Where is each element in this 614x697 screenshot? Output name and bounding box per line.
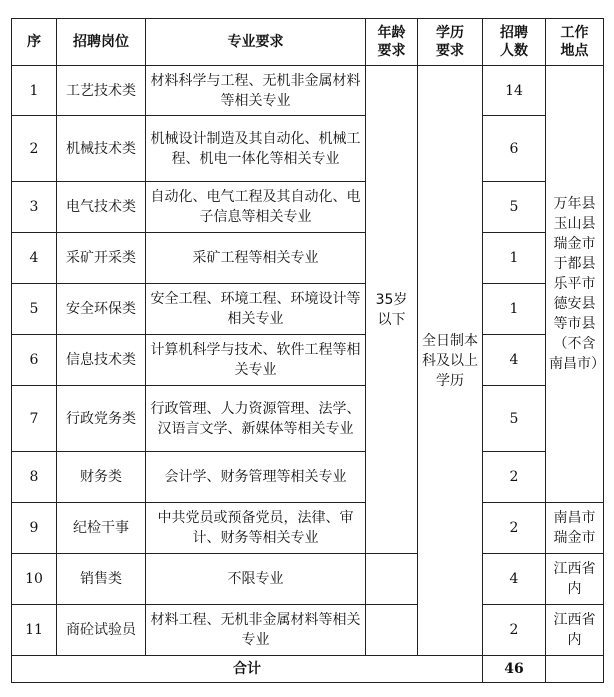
row-major: 安全工程、环境工程、环境设计等相关专业 [146, 284, 366, 335]
row-count: 5 [483, 386, 546, 452]
row-index: 3 [12, 182, 57, 233]
work-location-row-10: 江西省内 [546, 554, 604, 605]
total-location-empty [546, 656, 604, 683]
row-major: 采矿工程等相关专业 [146, 233, 366, 284]
header-count: 招聘 人数 [483, 19, 546, 66]
row-count: 1 [483, 284, 546, 335]
row-index: 4 [12, 233, 57, 284]
row-major: 不限专业 [146, 554, 366, 605]
age-requirement: 35岁以下 [366, 66, 418, 554]
row-count: 4 [483, 335, 546, 386]
row-index: 9 [12, 503, 57, 554]
table-row [12, 386, 604, 452]
row-major: 计算机科学与技术、软件工程等相关专业 [146, 335, 366, 386]
row-count: 1 [483, 233, 546, 284]
work-location-row-11: 江西省内 [546, 605, 604, 656]
row-position: 信息技术类 [57, 335, 146, 386]
row-index: 11 [12, 605, 57, 656]
table-row [12, 182, 604, 233]
row-index: 5 [12, 284, 57, 335]
table-row [12, 554, 604, 605]
row-major: 中共党员或预备党员，法律、审计、财务等相关专业 [146, 503, 366, 554]
row-position: 商砼试验员 [57, 605, 146, 656]
total-row [12, 656, 604, 683]
row-index: 1 [12, 66, 57, 116]
header-location: 工作 地点 [546, 19, 604, 66]
row-count: 2 [483, 605, 546, 656]
row-count: 14 [483, 66, 546, 116]
row-major: 材料科学与工程、无机非金属材料等相关专业 [146, 66, 366, 116]
row-position: 安全环保类 [57, 284, 146, 335]
table-row [12, 66, 604, 116]
row-index: 2 [12, 116, 57, 182]
row-count: 4 [483, 554, 546, 605]
total-label: 合计 [12, 656, 483, 683]
header-age: 年龄 要求 [366, 19, 418, 66]
row-count: 6 [483, 116, 546, 182]
table-row [12, 116, 604, 182]
row-position: 财务类 [57, 452, 146, 503]
row-position: 采矿开采类 [57, 233, 146, 284]
table-row [12, 605, 604, 656]
header-row [12, 19, 604, 66]
recruitment-table [11, 18, 604, 683]
header-major: 专业要求 [146, 19, 366, 66]
row-major: 行政管理、人力资源管理、法学、汉语言文学、新媒体等相关专业 [146, 386, 366, 452]
table-row [12, 284, 604, 335]
row-position: 销售类 [57, 554, 146, 605]
table-row [12, 335, 604, 386]
total-count: 46 [483, 656, 546, 683]
row-position: 行政党务类 [57, 386, 146, 452]
row-position: 工艺技术类 [57, 66, 146, 116]
row-index: 6 [12, 335, 57, 386]
table-row [12, 233, 604, 284]
row-position: 纪检干事 [57, 503, 146, 554]
row-position: 电气技术类 [57, 182, 146, 233]
work-location-group-1: 万年县玉山县瑞金市于都县乐平市德安县等市县（不含南昌市） [546, 66, 604, 503]
table-row [12, 503, 604, 554]
header-position: 招聘岗位 [57, 19, 146, 66]
row-age-empty [366, 605, 418, 656]
row-major: 会计学、财务管理等相关专业 [146, 452, 366, 503]
row-count: 2 [483, 452, 546, 503]
row-index: 10 [12, 554, 57, 605]
row-count: 2 [483, 503, 546, 554]
education-requirement: 全日制本科及以上学历 [418, 66, 483, 656]
row-major: 机械设计制造及其自动化、机械工程、机电一体化等相关专业 [146, 116, 366, 182]
row-index: 7 [12, 386, 57, 452]
work-location-group-2: 南昌市瑞金市 [546, 503, 604, 554]
row-index: 8 [12, 452, 57, 503]
header-education: 学历 要求 [418, 19, 483, 66]
table-row [12, 452, 604, 503]
row-position: 机械技术类 [57, 116, 146, 182]
row-major: 材料工程、无机非金属材料等相关专业 [146, 605, 366, 656]
row-count: 5 [483, 182, 546, 233]
header-index: 序 [12, 19, 57, 66]
row-age-empty [366, 554, 418, 605]
row-major: 自动化、电气工程及其自动化、电子信息等相关专业 [146, 182, 366, 233]
